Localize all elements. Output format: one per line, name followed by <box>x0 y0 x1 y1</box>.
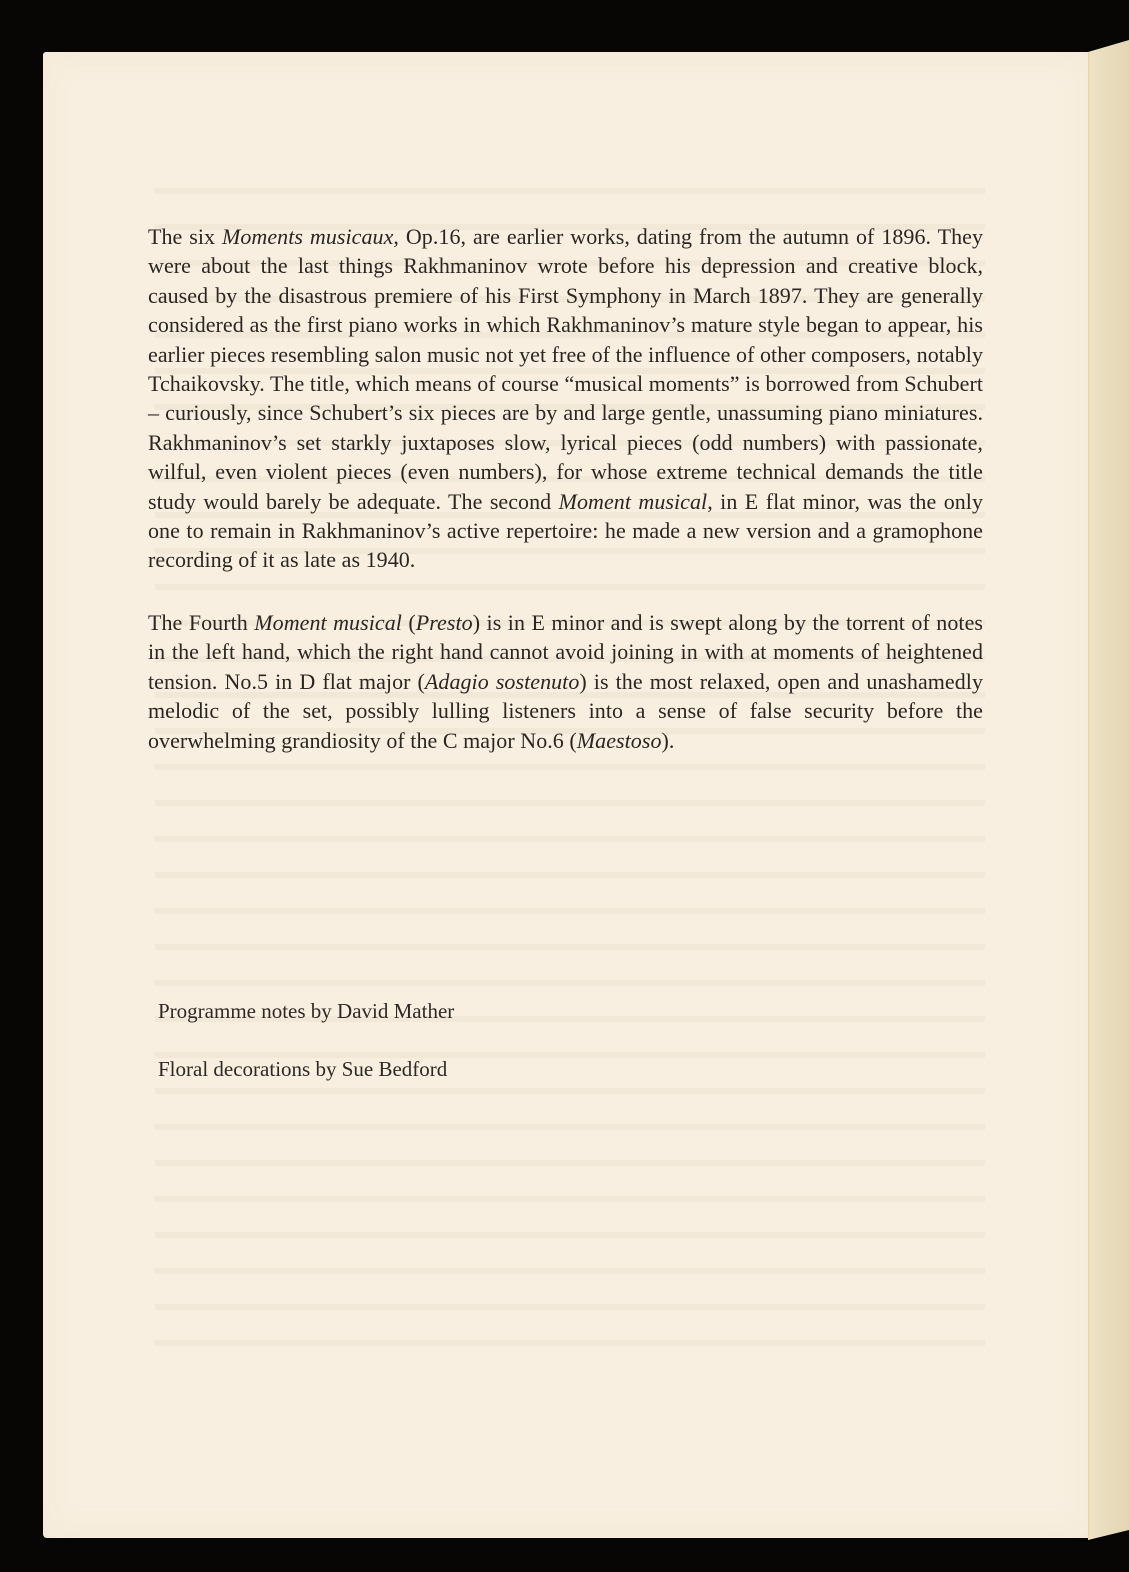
italic-title-text: Maestoso <box>576 727 662 753</box>
text-run: ) is in E minor and is swept along by the torrent of notes in the left hand, which the right hand cannot avoid joining in with at moments of heightened tension. No.5 in D flat major ( <box>148 609 983 694</box>
adjacent-page-edge <box>1088 40 1129 1540</box>
page-fold-edge <box>1088 52 1091 1538</box>
text-run: ). <box>661 727 675 753</box>
paragraph-fourth-moment <box>148 608 983 755</box>
text-run: The Fourth <box>148 609 255 635</box>
italic-title-text: Adagio sostenuto <box>424 668 580 694</box>
programme-notes-credit: Programme notes by David Mather <box>158 999 455 1023</box>
text-run: , in E flat minor, was the only one to remain in Rakhmaninov’s active repertoire: he made a new version and a gramophone recording of it as late as 1940. <box>148 488 984 573</box>
text-run: ) is the most relaxed, open and unashamedly melodic of the set, possibly lulling listeners into a sense of false security before the overwhelming grandiosity of the C major No.6 ( <box>148 668 984 753</box>
text-run: The six <box>148 224 222 249</box>
text-run: ( <box>401 609 416 635</box>
paragraph-moments-musicaux <box>148 222 983 575</box>
italic-title-text: Moment musical <box>558 488 708 514</box>
text-run: , Op.16, are earlier works, dating from the autumn of 1896. They were about the last things Rakhmaninov wrote before his depression and creative block, caused by the disastrous premiere of his First Symphony in March 1897. They are generally considered as the first piano works in which Rakhmaninov’s mature style began to appear, his earlier pieces resembling salon music not yet free of the influence of other composers, notably Tchaikovsky. The title, which means of course “musical moments” is borrowed from Schubert – curiously, since Schubert’s six pieces are by and large gentle, unassuming piano miniatures. Rakhmaninov’s set starkly juxtaposes slow, lyrical pieces (odd numbers) with passionate, wilful, even violent pieces (even numbers), for whose extreme technical demands the title study would barely be adequate. The second <box>148 224 983 514</box>
italic-title-text: Moments musicaux <box>222 224 394 249</box>
italic-title-text: Presto <box>415 609 473 635</box>
floral-decorations-credit: Floral decorations by Sue Bedford <box>158 1057 448 1081</box>
body-text <box>148 222 983 755</box>
italic-title-text: Moment musical <box>254 609 402 635</box>
credits <box>158 996 454 1084</box>
